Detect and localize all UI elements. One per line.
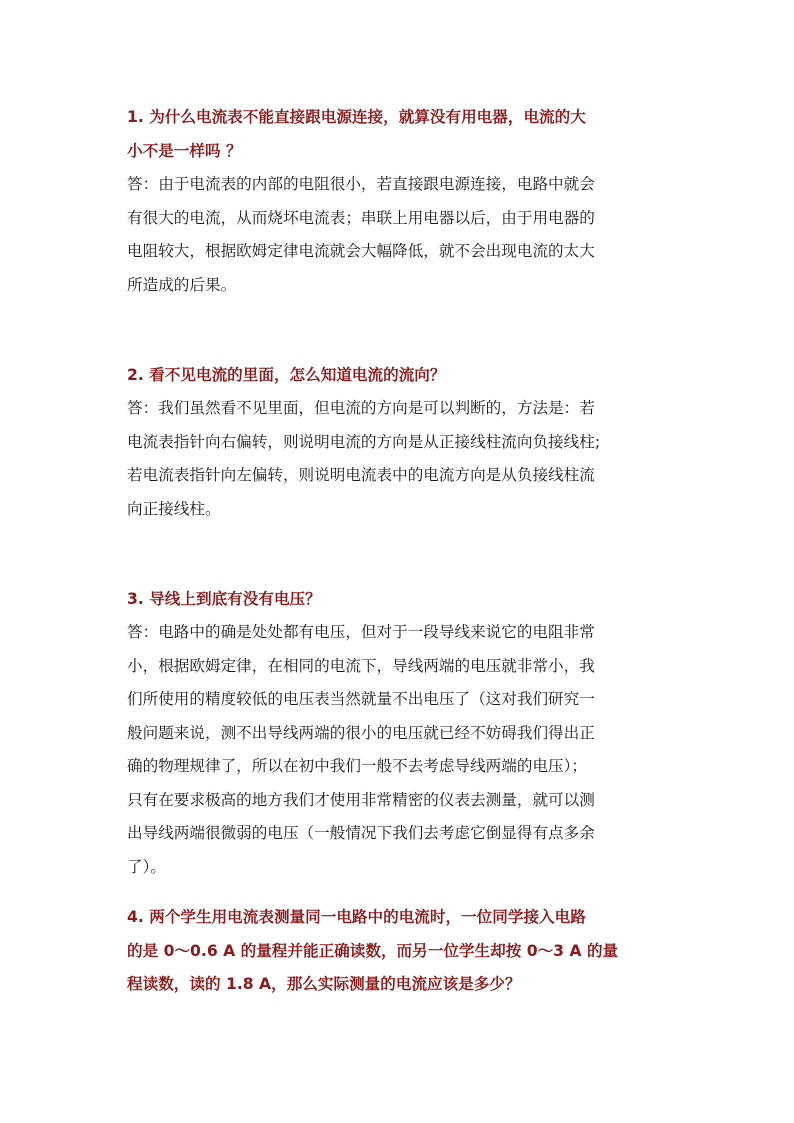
answer-line: 们所使用的精度较低的电压表当然就量不出电压了（这对我们研究一 (127, 690, 595, 708)
answer-line: 答：电路中的确是处处都有电压，但对于一段导线来说它的电阻非常 (127, 623, 595, 641)
question-line: 小不是一样吗 ？ (127, 141, 242, 160)
question-line: 2. 看不见电流的里面，怎么知道电流的流向？ (127, 366, 446, 384)
answer-line: 出导线两端很微弱的电压（一般情况下我们去考虑它倒显得有点多余 (127, 824, 595, 842)
question-line: 程读数，读的 1.8 A，那么实际测量的电流应该是多少？ (127, 975, 521, 993)
answer-line: 电流表指针向右偏转，则说明电流的方向是从正接线柱流向负接线柱; (127, 432, 601, 451)
answer-line: 了）。 (127, 857, 166, 876)
question-line: 的是 0～0.6 A 的量程并能正确读数，而另一位学生却按 0～3 A 的量 (127, 941, 619, 960)
answer-line: 小，根据欧姆定律，在相同的电流下，导线两端的电压就非常小，我 (127, 656, 595, 675)
answer-line: 有很大的电流，从而烧坏电流表；串联上用电器以后，由于用电器的 (127, 208, 595, 227)
question-4 (127, 901, 672, 1002)
answer-line: 答：由于电流表的内部的电阻很小，若直接跟电源连接，电路中就会 (127, 175, 595, 193)
question-line: 3. 导线上到底有没有电压？ (127, 590, 321, 608)
answer-line: 确的物理规律了，所以在初中我们一般不去考虑导线两端的电压）； (127, 757, 588, 775)
answer-line: 般问题来说，测不出导线两端的很小的电压就已经不妨碍我们得出正 (127, 723, 595, 742)
question-line: 1. 为什么电流表不能直接跟电源连接，就算没有用电器，电流的大 (127, 108, 586, 126)
answer-2 (127, 392, 672, 526)
answer-line: 所造成的后果。 (127, 275, 237, 294)
question-1 (127, 101, 672, 168)
answer-line: 向正接线柱。 (127, 499, 221, 518)
answer-line: 只有在要求极高的地方我们才使用非常精密的仪表去测量，就可以测 (127, 790, 595, 809)
question-3 (127, 583, 672, 617)
answer-3 (127, 616, 672, 884)
question-2 (127, 359, 672, 393)
answer-1 (127, 168, 672, 302)
question-line: 4. 两个学生用电流表测量同一电路中的电流时，一位同学接入电路 (127, 908, 586, 926)
answer-line: 若电流表指针向左偏转，则说明电流表中的电流方向是从负接线柱流 (127, 466, 595, 484)
answer-line: 电阻较大，根据欧姆定律电流就会大幅降低，就不会出现电流的太大 (127, 242, 595, 260)
answer-line: 答：我们虽然看不见里面，但电流的方向是可以判断的，方法是：若 (127, 399, 595, 417)
